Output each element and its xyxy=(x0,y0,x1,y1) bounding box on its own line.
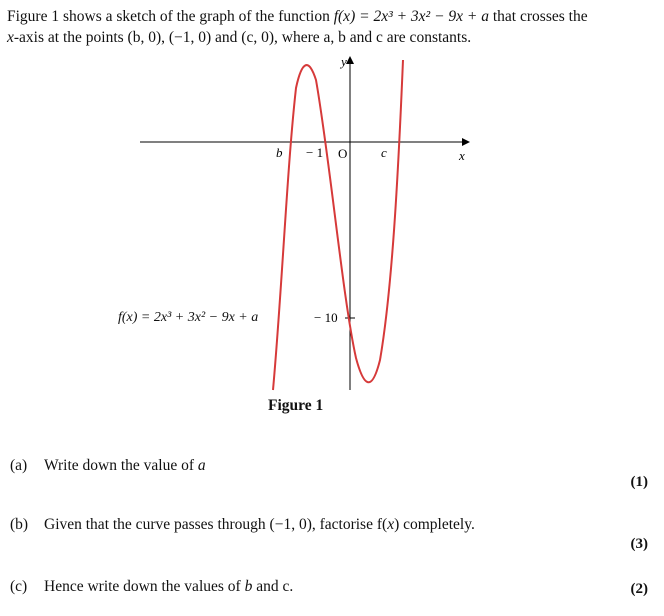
origin-label: O xyxy=(338,146,348,161)
x-axis-arrow xyxy=(462,138,470,146)
question-text-end: and c. xyxy=(252,578,294,595)
tick-label-c: c xyxy=(381,145,387,160)
cubic-curve xyxy=(273,60,403,390)
tick-label-minus10: − 10 xyxy=(314,310,338,325)
figure-caption: Figure 1 xyxy=(268,397,324,414)
question-b xyxy=(10,516,475,534)
question-label: (c) xyxy=(10,578,28,595)
y-axis-arrow xyxy=(346,56,354,64)
x-axis-label: x xyxy=(459,148,465,163)
marks-a: (1) xyxy=(630,474,648,490)
marks-c: (2) xyxy=(630,581,648,597)
tick-label-b: b xyxy=(276,145,283,160)
intro-points: b, 0), (−1, 0) and (c, 0), where a, b and c are constants. xyxy=(132,29,472,46)
question-label: (b) xyxy=(10,516,29,533)
question-var: x xyxy=(387,516,395,533)
marks-b: (3) xyxy=(630,536,648,552)
intro-text: -axis at the points ( xyxy=(13,29,133,46)
tick-label-minus1: − 1 xyxy=(306,145,324,160)
y-axis-label: y xyxy=(341,54,347,69)
question-text: Write down the value of xyxy=(44,457,198,474)
question-label: (a) xyxy=(10,457,28,474)
intro-text: that crosses the xyxy=(489,8,588,25)
function-expression: f(x) = 2x³ + 3x² − 9x + a xyxy=(333,8,489,25)
function-label-text: f(x) = 2x³ + 3x² − 9x + a xyxy=(118,310,259,325)
question-a xyxy=(10,457,206,475)
question-var: b xyxy=(244,578,253,595)
function-label xyxy=(118,310,258,326)
intro-text: Figure 1 shows a sketch of the graph of the function xyxy=(7,8,334,25)
question-text: Given that the curve passes through (−1, 0), factorise f( xyxy=(44,516,388,533)
question-var: a xyxy=(197,457,206,474)
question-c xyxy=(10,578,293,596)
intro-var-x: x xyxy=(7,29,14,46)
question-text: Hence write down the values of xyxy=(44,578,245,595)
question-text-end: ) completely. xyxy=(394,516,475,533)
